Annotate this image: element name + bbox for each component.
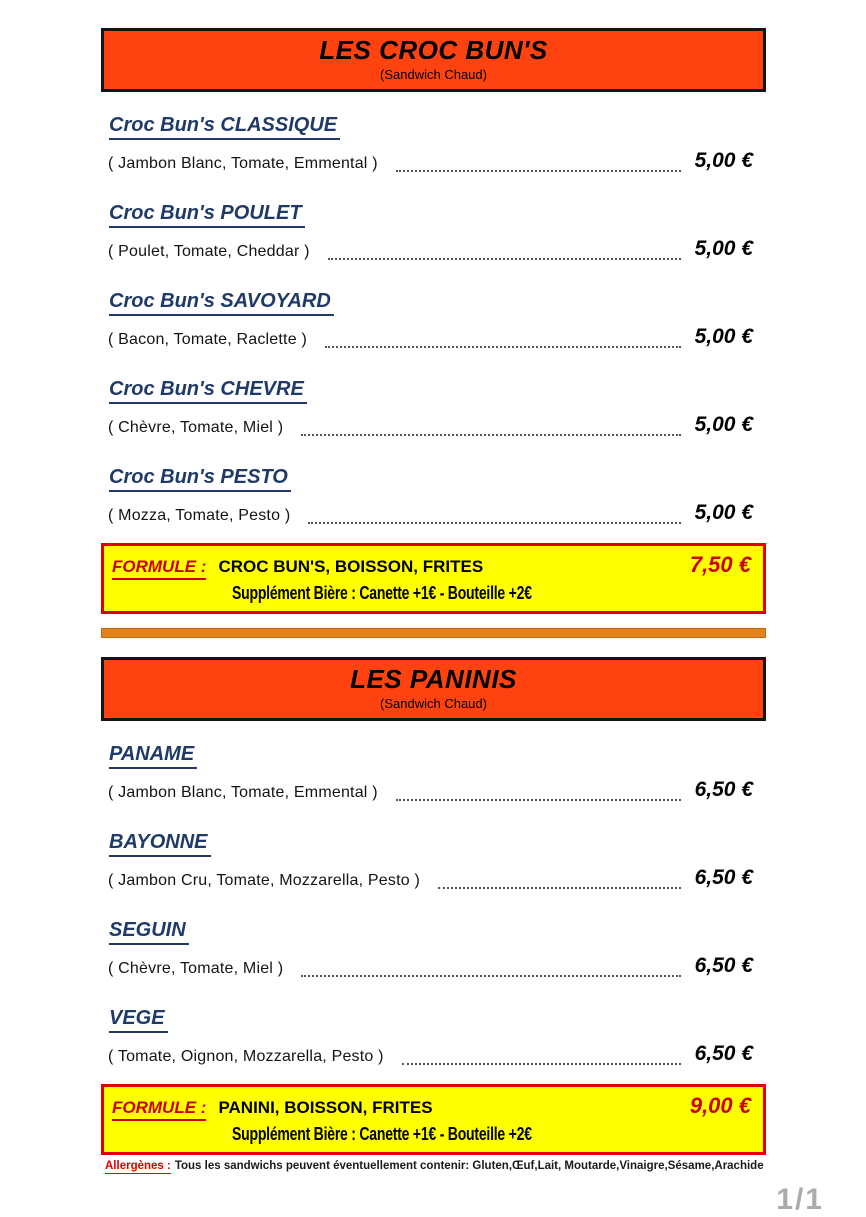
menu-section	[101, 28, 766, 614]
allergens-note	[105, 1159, 766, 1174]
dotted-leader	[328, 258, 681, 260]
item-price: 6,50 €	[694, 1042, 753, 1065]
formule-row	[112, 552, 751, 580]
menu-item	[101, 202, 766, 261]
formule-price: 9,00 €	[689, 1093, 751, 1118]
formule-box	[101, 543, 766, 614]
dotted-leader	[438, 887, 681, 889]
item-ingredients: ( Bacon, Tomate, Raclette )	[108, 331, 307, 348]
item-row	[108, 237, 753, 261]
section-divider	[101, 628, 766, 638]
menu-item	[101, 290, 766, 349]
formule-box	[101, 1084, 766, 1155]
item-row	[108, 1042, 753, 1066]
formule-label: FORMULE :	[112, 1098, 206, 1121]
item-ingredients: ( Jambon Blanc, Tomate, Emmental )	[108, 155, 378, 172]
formule-row	[112, 1093, 751, 1121]
allergens-label: Allergènes :	[105, 1160, 171, 1172]
dotted-leader	[402, 1063, 681, 1065]
item-ingredients: ( Jambon Cru, Tomate, Mozzarella, Pesto )	[108, 872, 421, 889]
item-row	[108, 501, 753, 525]
section-header	[101, 28, 766, 92]
section-header	[101, 657, 766, 721]
item-name: VEGE	[109, 1007, 168, 1033]
formule-label: FORMULE :	[112, 557, 206, 580]
formule-supplement-note: Supplément Bière : Canette +1€ - Bouteille +2€	[232, 583, 532, 603]
menu-item	[101, 919, 766, 978]
item-row	[108, 866, 753, 890]
menu-item	[101, 378, 766, 437]
menu-section	[101, 657, 766, 1155]
item-row	[108, 149, 753, 173]
menu-item	[101, 1007, 766, 1066]
menu-item	[101, 831, 766, 890]
menu-item	[101, 114, 766, 173]
section-title: LES PANINIS	[350, 664, 517, 694]
menu-item	[101, 466, 766, 525]
formule-description: PANINI, BOISSON, FRITES	[218, 1098, 433, 1117]
dotted-leader	[308, 522, 680, 524]
item-price: 5,00 €	[694, 149, 753, 172]
item-row	[108, 954, 753, 978]
item-price: 6,50 €	[694, 866, 753, 889]
dotted-leader	[301, 975, 680, 977]
item-name: BAYONNE	[109, 831, 211, 857]
item-ingredients: ( Mozza, Tomate, Pesto )	[108, 507, 291, 524]
item-row	[108, 778, 753, 802]
allergens-text: Tous les sandwichs peuvent éventuellement contenir: Gluten,Œuf,Lait, Moutarde,Vinaigre,Sésame,Arachide	[174, 1160, 764, 1172]
item-row	[108, 413, 753, 437]
item-price: 5,00 €	[694, 501, 753, 524]
item-name: PANAME	[109, 743, 197, 769]
section-items	[101, 743, 766, 1066]
menu-content	[101, 28, 766, 1174]
item-name: Croc Bun's PESTO	[109, 466, 291, 492]
item-ingredients: ( Chèvre, Tomate, Miel )	[108, 960, 284, 977]
item-price: 5,00 €	[694, 325, 753, 348]
formule-supplement-note: Supplément Bière : Canette +1€ - Bouteille +2€	[232, 1124, 532, 1144]
formule-description: CROC BUN'S, BOISSON, FRITES	[218, 557, 484, 576]
item-ingredients: ( Poulet, Tomate, Cheddar )	[108, 243, 310, 260]
item-ingredients: ( Chèvre, Tomate, Miel )	[108, 419, 284, 436]
item-ingredients: ( Jambon Blanc, Tomate, Emmental )	[108, 784, 378, 801]
section-title: LES CROC BUN'S	[319, 35, 548, 65]
item-price: 6,50 €	[694, 954, 753, 977]
section-items	[101, 114, 766, 525]
page-indicator: 1/1	[776, 1183, 824, 1216]
dotted-leader	[396, 799, 681, 801]
item-name: Croc Bun's CHEVRE	[109, 378, 307, 404]
section-subtitle: (Sandwich Chaud)	[380, 67, 487, 82]
section-subtitle: (Sandwich Chaud)	[380, 696, 487, 711]
item-row	[108, 325, 753, 349]
dotted-leader	[301, 434, 680, 436]
item-price: 6,50 €	[694, 778, 753, 801]
item-name: Croc Bun's POULET	[109, 202, 305, 228]
item-name: Croc Bun's CLASSIQUE	[109, 114, 340, 140]
formule-price: 7,50 €	[689, 552, 751, 577]
item-name: Croc Bun's SAVOYARD	[109, 290, 334, 316]
item-price: 5,00 €	[694, 413, 753, 436]
item-ingredients: ( Tomate, Oignon, Mozzarella, Pesto )	[108, 1048, 384, 1065]
item-name: SEGUIN	[109, 919, 189, 945]
menu-item	[101, 743, 766, 802]
dotted-leader	[396, 170, 681, 172]
item-price: 5,00 €	[694, 237, 753, 260]
dotted-leader	[325, 346, 681, 348]
